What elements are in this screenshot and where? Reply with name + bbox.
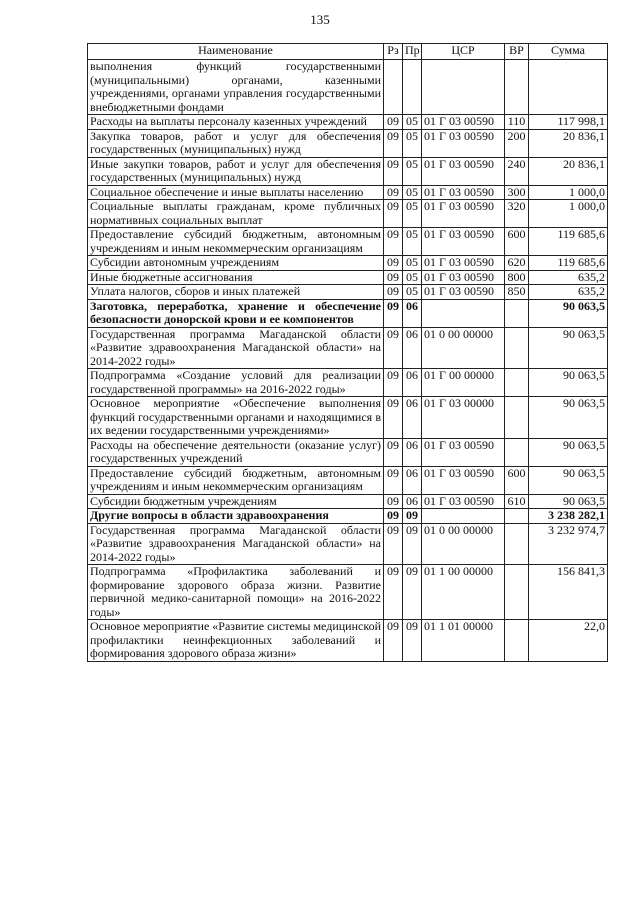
cell-pr: 09: [403, 620, 422, 662]
cell-name: Предоставление субсидий бюджетным, автономным учреждениям и иным некоммерческим организациям: [88, 228, 384, 256]
cell-name: Другие вопросы в области здравоохранения: [88, 509, 384, 524]
cell-rz: 09: [384, 228, 403, 256]
cell-pr: 05: [403, 115, 422, 130]
cell-sum: [529, 60, 608, 115]
cell-rz: 09: [384, 494, 403, 509]
cell-name: Заготовка, переработка, хранение и обеспечение безопасности донорской крови и ее компонентов: [88, 299, 384, 327]
cell-vr: 300: [505, 185, 529, 200]
cell-sum: 20 836,1: [529, 129, 608, 157]
table-row: [88, 438, 608, 466]
cell-name: Субсидии автономным учреждениям: [88, 256, 384, 271]
cell-csr: 01 Г 03 00000: [422, 397, 505, 439]
cell-csr: [422, 509, 505, 524]
cell-sum: 90 063,5: [529, 494, 608, 509]
cell-vr: [505, 565, 529, 620]
table-row: [88, 185, 608, 200]
cell-rz: 09: [384, 438, 403, 466]
table-row: [88, 620, 608, 662]
cell-csr: 01 Г 03 00590: [422, 256, 505, 271]
header-pr: Пр: [403, 44, 422, 60]
header-rz: Рз: [384, 44, 403, 60]
cell-name: Расходы на выплаты персоналу казенных учреждений: [88, 115, 384, 130]
cell-csr: 01 Г 03 00590: [422, 185, 505, 200]
table-row: [88, 299, 608, 327]
table-row: [88, 60, 608, 115]
cell-vr: [505, 327, 529, 369]
cell-vr: 320: [505, 200, 529, 228]
budget-table: [87, 43, 608, 662]
cell-rz: 09: [384, 369, 403, 397]
cell-sum: 1 000,0: [529, 185, 608, 200]
cell-name: Иные бюджетные ассигнования: [88, 270, 384, 285]
cell-rz: 09: [384, 523, 403, 565]
cell-rz: 09: [384, 285, 403, 300]
cell-csr: 01 Г 03 00590: [422, 115, 505, 130]
table-row: [88, 200, 608, 228]
cell-vr: [505, 397, 529, 439]
cell-sum: 635,2: [529, 270, 608, 285]
cell-rz: 09: [384, 129, 403, 157]
cell-name: Предоставление субсидий бюджетным, автономным учреждениям и иным некоммерческим организациям: [88, 466, 384, 494]
cell-rz: 09: [384, 200, 403, 228]
cell-csr: 01 Г 03 00590: [422, 157, 505, 185]
cell-pr: [403, 60, 422, 115]
cell-pr: 06: [403, 299, 422, 327]
cell-sum: 90 063,5: [529, 327, 608, 369]
page-number: 135: [310, 12, 330, 27]
cell-rz: 09: [384, 115, 403, 130]
cell-pr: 05: [403, 270, 422, 285]
cell-sum: 90 063,5: [529, 438, 608, 466]
cell-vr: 800: [505, 270, 529, 285]
cell-sum: 119 685,6: [529, 256, 608, 271]
cell-vr: [505, 369, 529, 397]
cell-sum: 635,2: [529, 285, 608, 300]
cell-rz: 09: [384, 466, 403, 494]
cell-pr: 06: [403, 466, 422, 494]
cell-sum: 3 232 974,7: [529, 523, 608, 565]
cell-name: Государственная программа Магаданской области «Развитие здравоохранения Магаданской области» на 2014-2022 годы»: [88, 327, 384, 369]
cell-name: Уплата налогов, сборов и иных платежей: [88, 285, 384, 300]
cell-name: Иные закупки товаров, работ и услуг для обеспечения государственных (муниципальных) нужд: [88, 157, 384, 185]
header-csr: ЦСР: [422, 44, 505, 60]
table-row: [88, 565, 608, 620]
table-row: [88, 157, 608, 185]
cell-pr: 06: [403, 438, 422, 466]
cell-csr: 01 1 00 00000: [422, 565, 505, 620]
table-row: [88, 523, 608, 565]
cell-name: выполнения функций государственными (муниципальными) органами, казенными учреждениями, органами управления государственными внебюджетными фондами: [88, 60, 384, 115]
cell-rz: [384, 60, 403, 115]
cell-csr: 01 0 00 00000: [422, 327, 505, 369]
cell-sum: 156 841,3: [529, 565, 608, 620]
cell-vr: [505, 438, 529, 466]
cell-name: Основное мероприятие «Развитие системы медицинской профилактики неинфекционных заболеваний и формирования здорового образа жизни»: [88, 620, 384, 662]
cell-pr: 05: [403, 256, 422, 271]
cell-name: Основное мероприятие «Обеспечение выполнения функций государственными органами и находящимися в их ведении государственными учреждениями»: [88, 397, 384, 439]
cell-vr: 600: [505, 228, 529, 256]
cell-csr: 01 Г 03 00590: [422, 466, 505, 494]
table-row: [88, 115, 608, 130]
cell-vr: 110: [505, 115, 529, 130]
cell-rz: 09: [384, 327, 403, 369]
cell-pr: 05: [403, 228, 422, 256]
cell-vr: [505, 523, 529, 565]
table-row: [88, 369, 608, 397]
cell-csr: 01 Г 03 00590: [422, 494, 505, 509]
cell-rz: 09: [384, 185, 403, 200]
table-row: [88, 509, 608, 524]
cell-csr: 01 Г 03 00590: [422, 200, 505, 228]
cell-csr: 01 Г 03 00590: [422, 270, 505, 285]
cell-vr: [505, 620, 529, 662]
cell-pr: 06: [403, 494, 422, 509]
cell-pr: 05: [403, 185, 422, 200]
cell-rz: 09: [384, 620, 403, 662]
table-body: [88, 60, 608, 662]
cell-csr: [422, 60, 505, 115]
cell-csr: 01 Г 03 00590: [422, 228, 505, 256]
cell-name: Государственная программа Магаданской области «Развитие здравоохранения Магаданской области» на 2014-2022 годы»: [88, 523, 384, 565]
cell-sum: 3 238 282,1: [529, 509, 608, 524]
cell-csr: 01 Г 00 00000: [422, 369, 505, 397]
table-row: [88, 327, 608, 369]
cell-vr: 200: [505, 129, 529, 157]
table-row: [88, 228, 608, 256]
cell-pr: 09: [403, 509, 422, 524]
table-header-row: [88, 44, 608, 60]
cell-sum: 90 063,5: [529, 299, 608, 327]
cell-vr: 600: [505, 466, 529, 494]
cell-csr: 01 Г 03 00590: [422, 285, 505, 300]
cell-name: Социальные выплаты гражданам, кроме публичных нормативных социальных выплат: [88, 200, 384, 228]
cell-csr: 01 0 00 00000: [422, 523, 505, 565]
cell-sum: 1 000,0: [529, 200, 608, 228]
cell-name: Закупка товаров, работ и услуг для обеспечения государственных (муниципальных) нужд: [88, 129, 384, 157]
cell-sum: 90 063,5: [529, 466, 608, 494]
header-name: Наименование: [88, 44, 384, 60]
table-row: [88, 397, 608, 439]
header-sum: Сумма: [529, 44, 608, 60]
cell-vr: [505, 509, 529, 524]
cell-pr: 09: [403, 523, 422, 565]
cell-vr: 620: [505, 256, 529, 271]
cell-name: Расходы на обеспечение деятельности (оказание услуг) государственных учреждений: [88, 438, 384, 466]
cell-vr: 240: [505, 157, 529, 185]
cell-pr: 06: [403, 397, 422, 439]
table-row: [88, 256, 608, 271]
table-row: [88, 285, 608, 300]
cell-name: Подпрограмма «Профилактика заболеваний и формирование здорового образа жизни. Развитие первичной медико-санитарной помощи» на 2016-2022 годы»: [88, 565, 384, 620]
cell-pr: 05: [403, 157, 422, 185]
cell-rz: 09: [384, 157, 403, 185]
cell-pr: 05: [403, 285, 422, 300]
cell-pr: 06: [403, 369, 422, 397]
cell-name: Социальное обеспечение и иные выплаты населению: [88, 185, 384, 200]
cell-vr: [505, 60, 529, 115]
cell-csr: 01 Г 03 00590: [422, 438, 505, 466]
cell-name: Подпрограмма «Создание условий для реализации государственной программы» на 2016-2022 годы»: [88, 369, 384, 397]
cell-pr: 05: [403, 200, 422, 228]
cell-sum: 117 998,1: [529, 115, 608, 130]
cell-rz: 09: [384, 397, 403, 439]
cell-pr: 06: [403, 327, 422, 369]
cell-rz: 09: [384, 256, 403, 271]
cell-sum: 90 063,5: [529, 369, 608, 397]
cell-csr: [422, 299, 505, 327]
cell-rz: 09: [384, 565, 403, 620]
table-row: [88, 270, 608, 285]
cell-rz: 09: [384, 299, 403, 327]
cell-vr: 850: [505, 285, 529, 300]
cell-vr: [505, 299, 529, 327]
cell-sum: 119 685,6: [529, 228, 608, 256]
cell-rz: 09: [384, 509, 403, 524]
cell-pr: 05: [403, 129, 422, 157]
cell-sum: 90 063,5: [529, 397, 608, 439]
cell-sum: 20 836,1: [529, 157, 608, 185]
cell-sum: 22,0: [529, 620, 608, 662]
cell-vr: 610: [505, 494, 529, 509]
table-row: [88, 466, 608, 494]
cell-rz: 09: [384, 270, 403, 285]
cell-pr: 09: [403, 565, 422, 620]
table-row: [88, 129, 608, 157]
cell-csr: 01 1 01 00000: [422, 620, 505, 662]
table-row: [88, 494, 608, 509]
header-vr: ВР: [505, 44, 529, 60]
cell-name: Субсидии бюджетным учреждениям: [88, 494, 384, 509]
cell-csr: 01 Г 03 00590: [422, 129, 505, 157]
